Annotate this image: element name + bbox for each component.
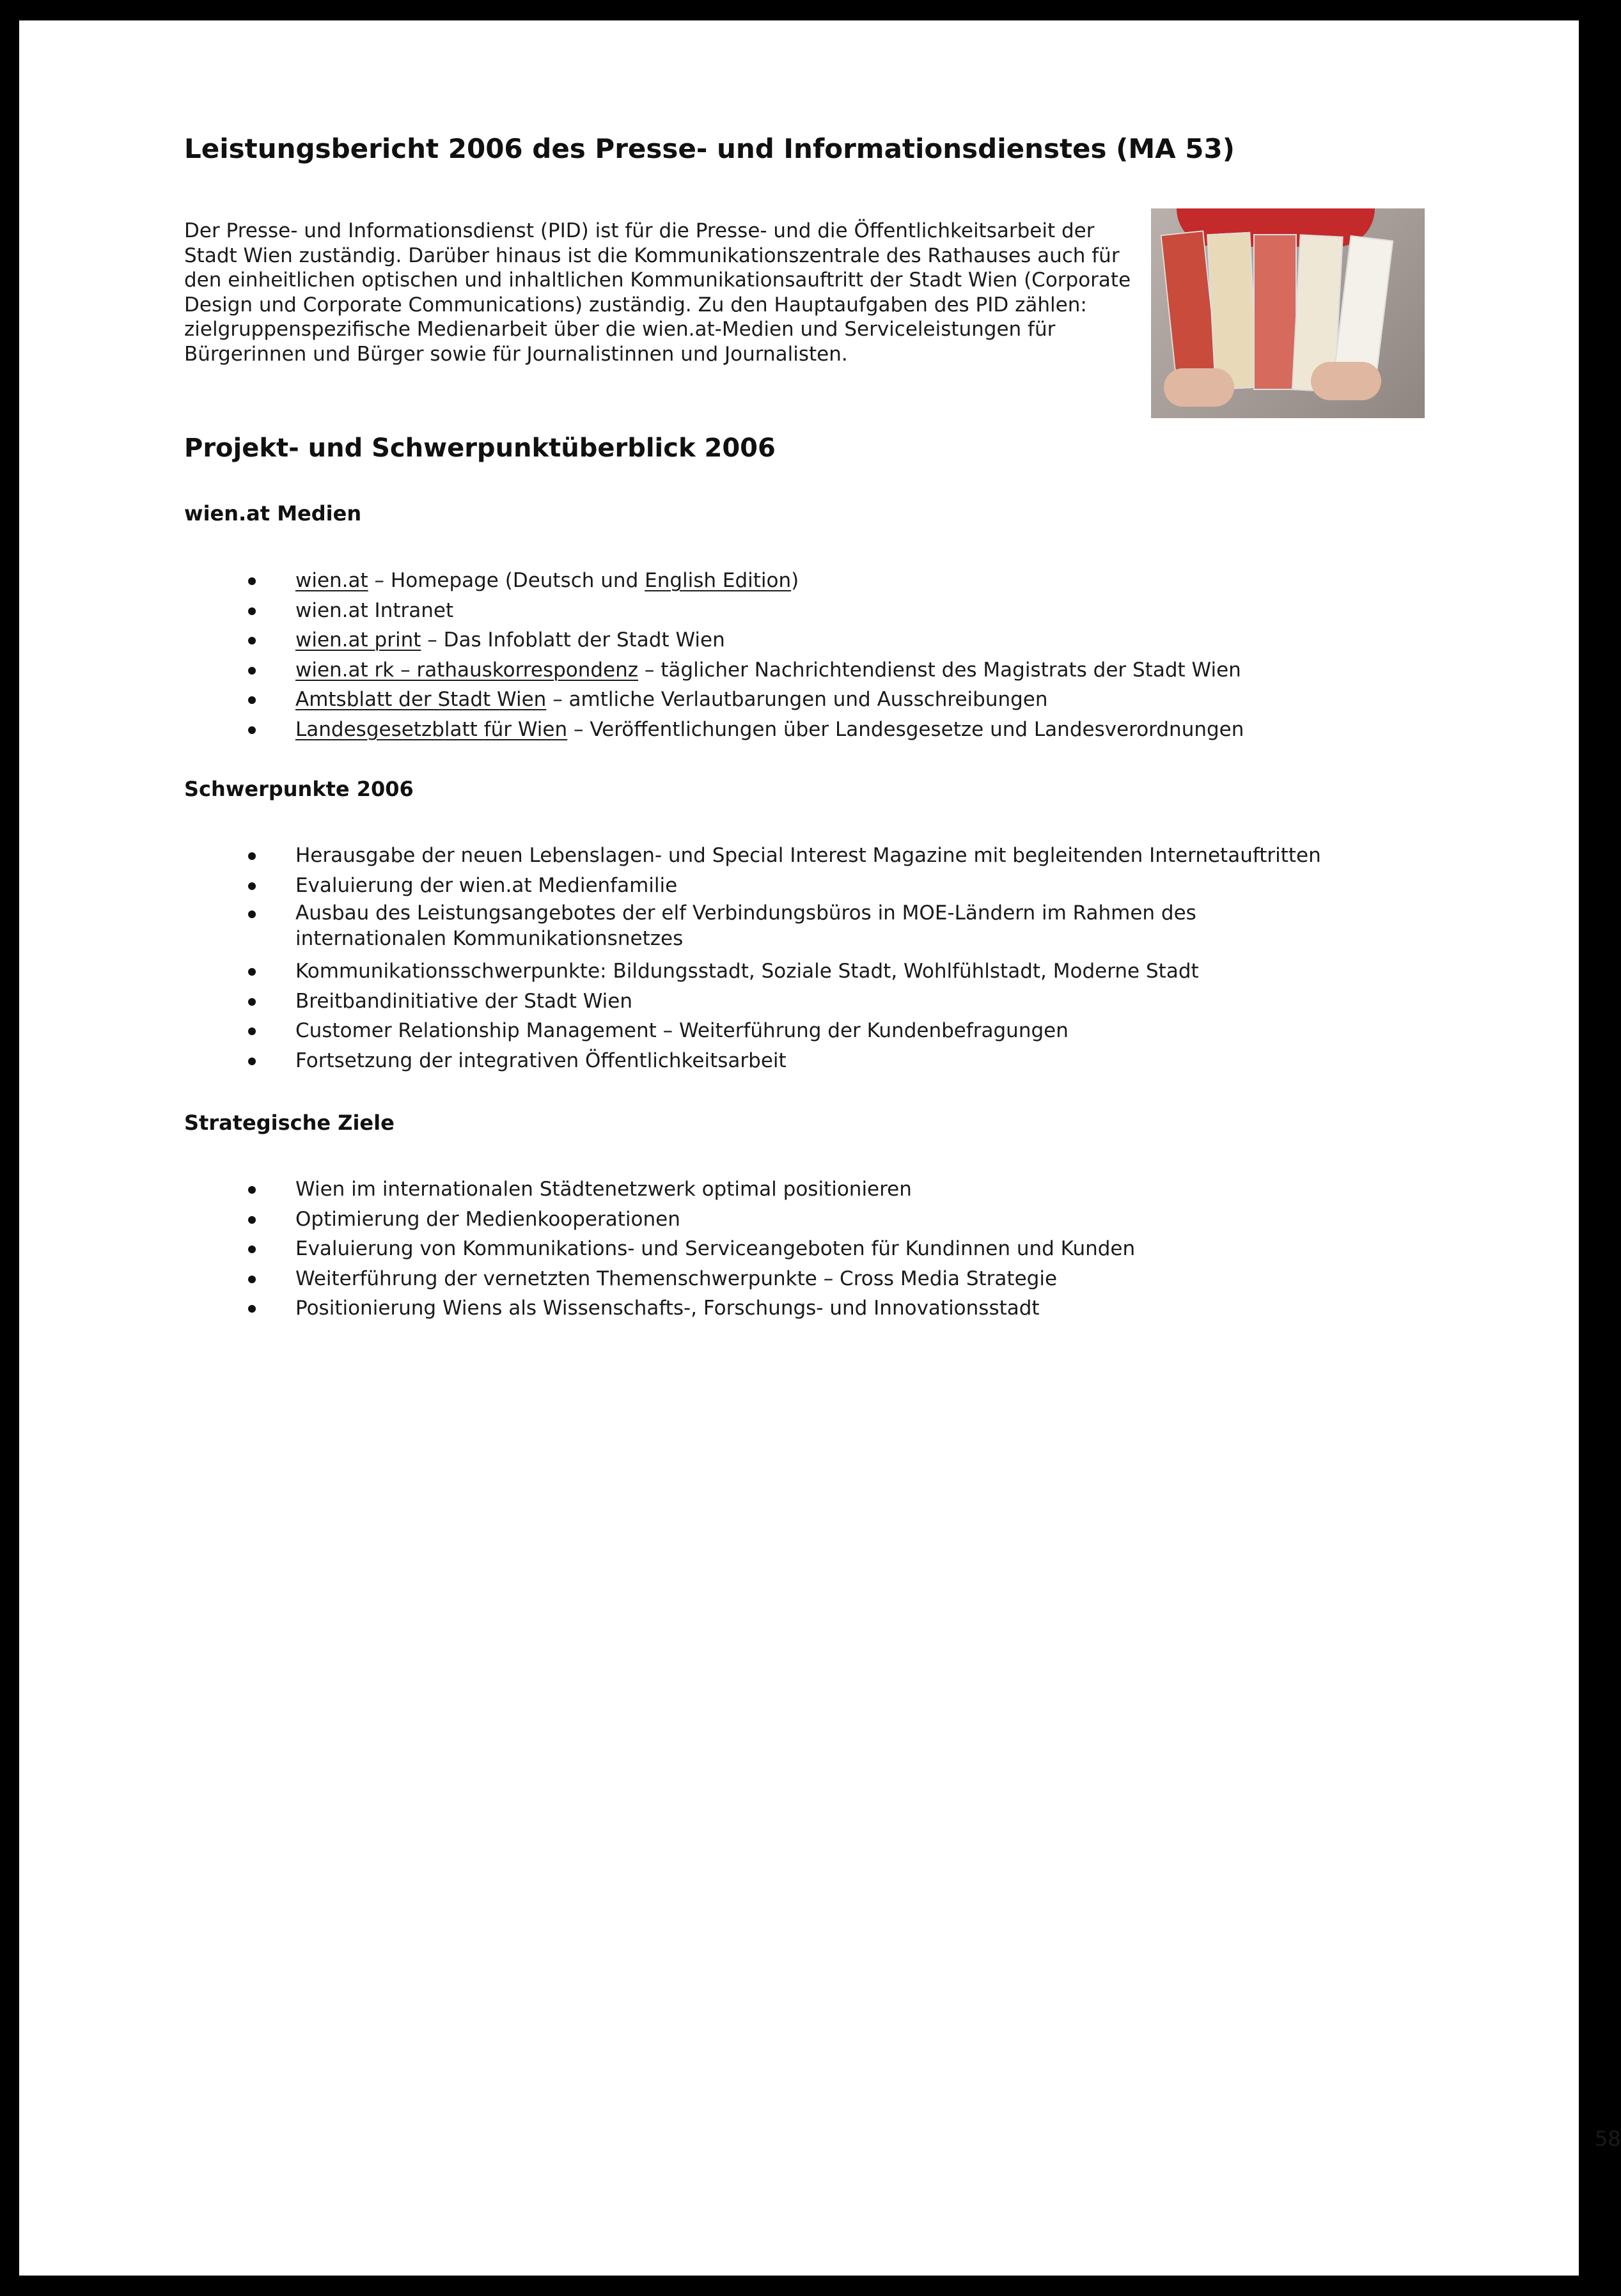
list-item: Herausgabe der neuen Lebenslagen- und Special Interest Magazine mit begleitenden Internetauftritten	[184, 841, 1418, 871]
goals-heading: Strategische Ziele	[184, 1111, 395, 1135]
wien-at-link[interactable]: wien.at	[295, 569, 368, 592]
focus-heading: Schwerpunkte 2006	[184, 777, 414, 801]
magazines-photo	[1151, 208, 1425, 418]
list-item	[184, 566, 1418, 596]
rathauskorrespondenz-link[interactable]: wien.at rk – rathauskorrespondenz	[295, 658, 639, 682]
list-item-text: – amtliche Verlautbarungen und Ausschreibungen	[546, 688, 1048, 711]
photo-hand	[1311, 362, 1381, 400]
photo-magazine	[1207, 232, 1258, 390]
list-item: Fortsetzung der integrativen Öffentlichkeitsarbeit	[184, 1046, 1418, 1076]
list-item	[184, 685, 1418, 715]
photo-magazine	[1253, 234, 1297, 390]
list-item: Breitbandinitiative der Stadt Wien	[184, 987, 1418, 1017]
goals-list	[184, 1175, 1418, 1324]
list-item	[184, 625, 1418, 655]
list-item: Positionierung Wiens als Wissenschafts-, Forschungs- und Innovationsstadt	[184, 1293, 1418, 1324]
list-item: Customer Relationship Management – Weiterführung der Kundenbefragungen	[184, 1016, 1418, 1046]
list-item: Evaluierung von Kommunikations- und Serviceangeboten für Kundinnen und Kunden	[184, 1234, 1418, 1264]
amtsblatt-link[interactable]: Amtsblatt der Stadt Wien	[295, 688, 547, 711]
page-title: Leistungsbericht 2006 des Presse- und Informationsdienstes (MA 53)	[184, 133, 1235, 164]
list-item: Kommunikationsschwerpunkte: Bildungsstadt, Soziale Stadt, Wohlfühlstadt, Moderne Stadt	[184, 957, 1418, 987]
list-item	[184, 655, 1418, 685]
list-item	[184, 596, 1418, 626]
focus-list	[184, 841, 1418, 1075]
list-item-text: )	[791, 569, 799, 592]
list-item: Optimierung der Medienkooperationen	[184, 1205, 1418, 1235]
wien-at-print-link[interactable]: wien.at print	[295, 629, 421, 652]
list-item-text: – Veröffentlichungen über Landesgesetze und Landesverordnungen	[567, 717, 1244, 741]
list-item-text: – täglicher Nachrichtendienst des Magistrats der Stadt Wien	[638, 658, 1241, 682]
document-page	[19, 20, 1621, 2276]
list-item: Evaluierung der wien.at Medienfamilie	[184, 871, 1418, 901]
list-item: Ausbau des Leistungsangebotes der elf Verbindungsbüros in MOE-Ländern im Rahmen des internationalen Kommunikationsnetzes	[184, 900, 1203, 957]
photo-hand	[1164, 368, 1234, 407]
media-list	[184, 566, 1418, 744]
english-edition-link[interactable]: English Edition	[645, 569, 792, 592]
page-number: 58	[1595, 2127, 1621, 2151]
intro-paragraph: Der Presse- und Informationsdienst (PID) ist für die Presse- und die Öffentlichkeitsarbeit der Stadt Wien zuständig. Darüber hinaus ist die Kommunikationszentrale des Rathauses auch für den einheitlichen optischen und inhaltlichen Kommunikationsauftritt der Stadt Wien (Corporate Design und Corporate Communications) zuständig. Zu den Hauptaufgaben des PID zählen: zielgruppenspezifische Medienarbeit über die wien.at-Medien und Serviceleistungen für Bürgerinnen und Bürger sowie für Journalistinnen und Journalisten.	[184, 219, 1131, 366]
list-item-text: – Das Infoblatt der Stadt Wien	[421, 629, 725, 652]
list-item-text: – Homepage (Deutsch und	[368, 569, 645, 592]
media-heading: wien.at Medien	[184, 501, 362, 526]
overview-heading: Projekt- und Schwerpunktüberblick 2006	[184, 433, 776, 463]
list-item-text: wien.at Intranet	[295, 598, 454, 622]
list-item: Wien im internationalen Städtenetzwerk optimal positionieren	[184, 1175, 1418, 1205]
list-item: Weiterführung der vernetzten Themenschwerpunkte – Cross Media Strategie	[184, 1264, 1418, 1294]
landesgesetzblatt-link[interactable]: Landesgesetzblatt für Wien	[295, 717, 568, 741]
list-item	[184, 715, 1418, 745]
